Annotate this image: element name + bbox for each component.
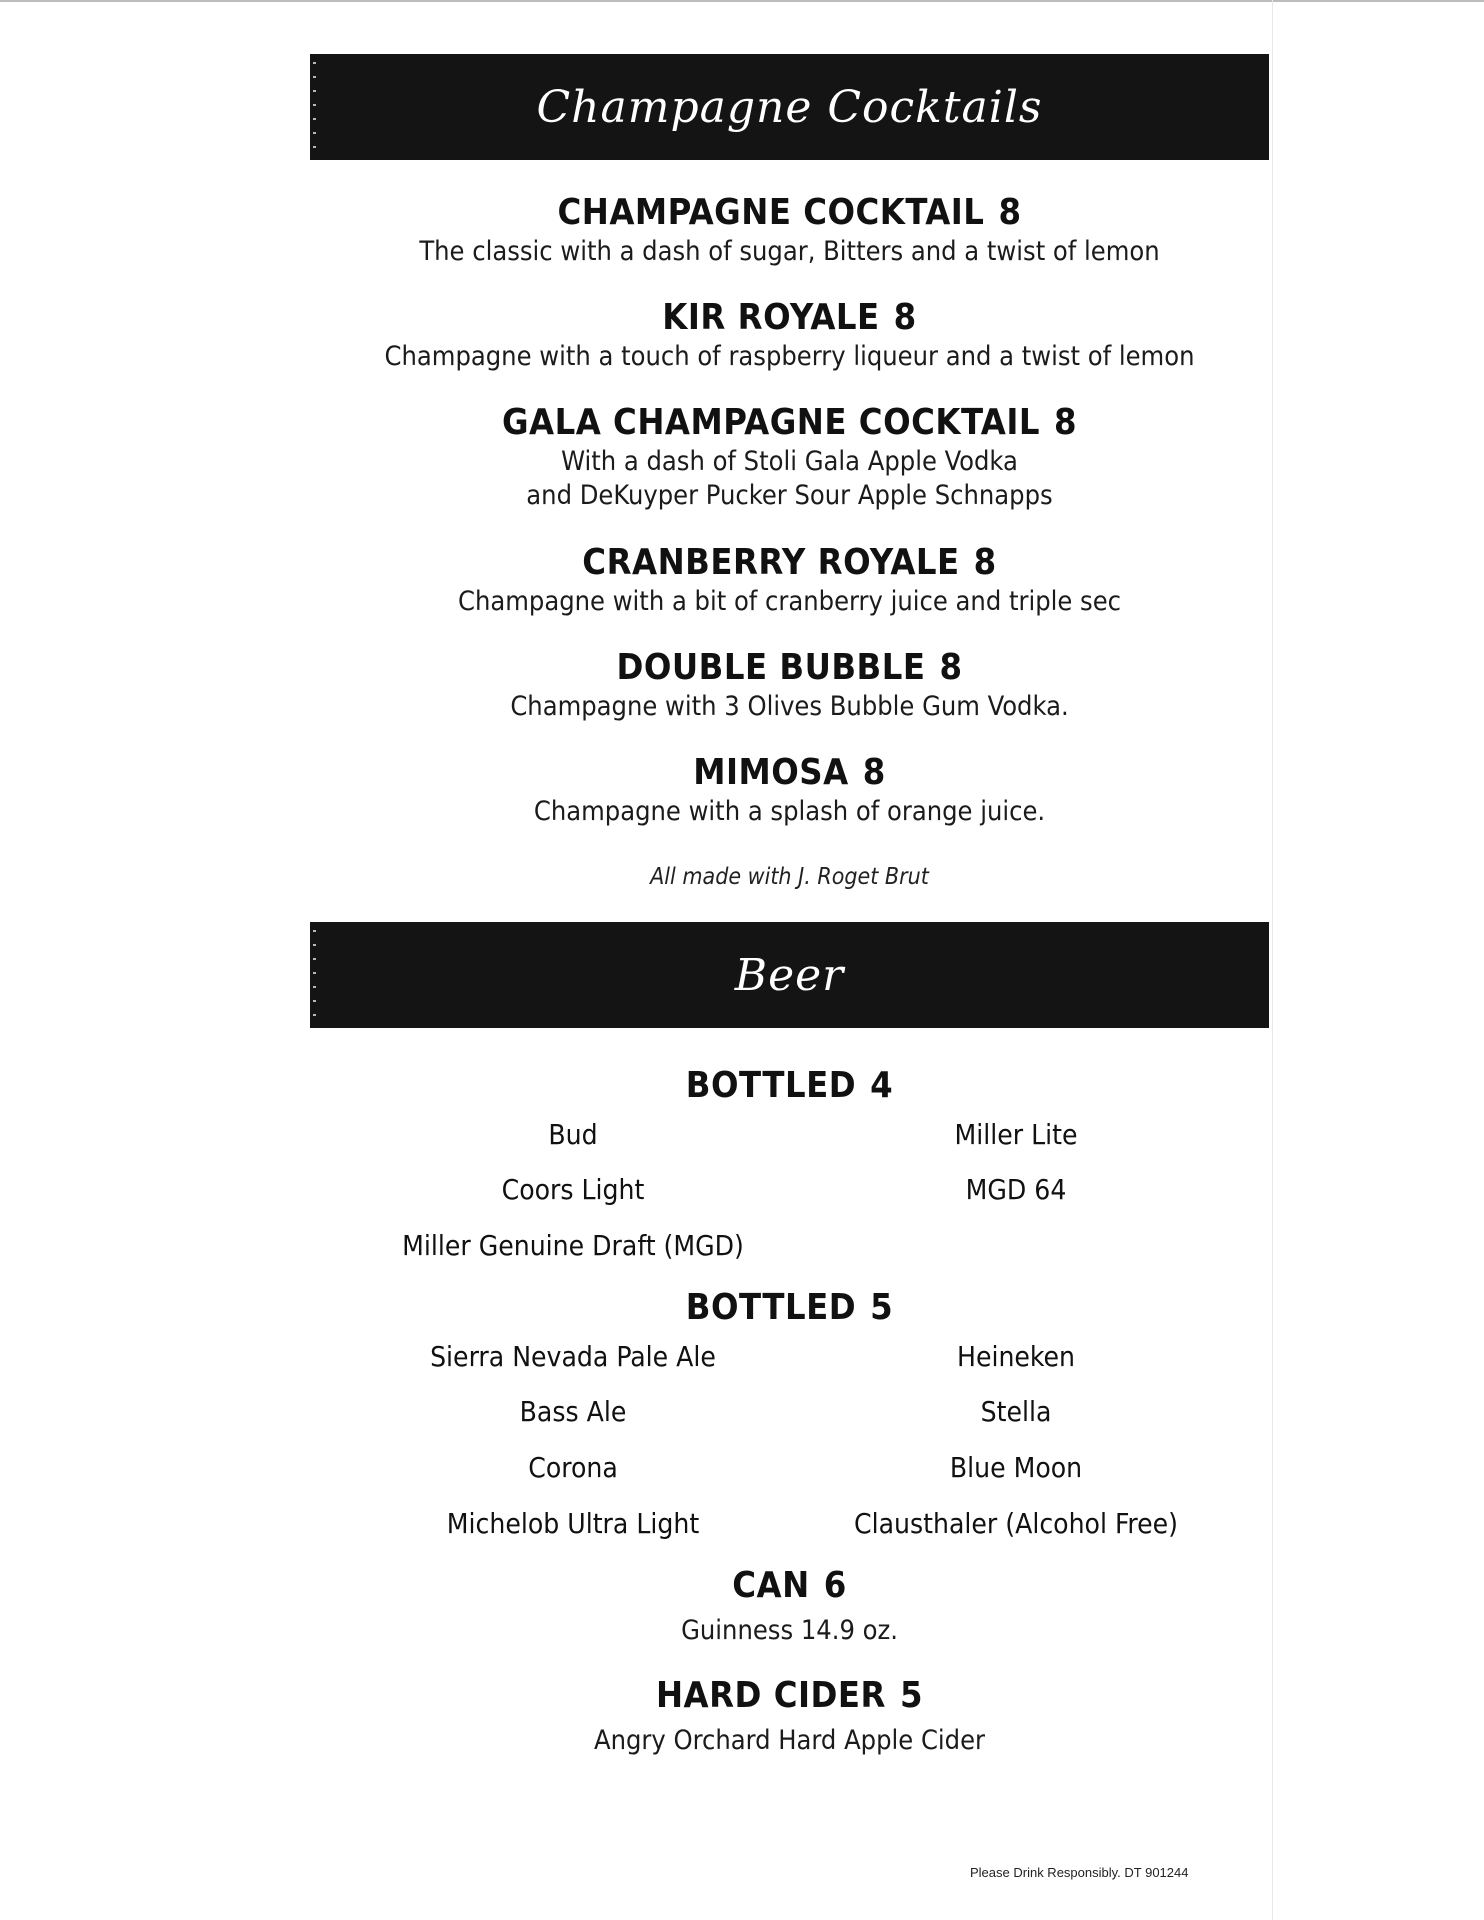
item-name: MIMOSA: [693, 752, 849, 793]
beer-banner: [310, 922, 1269, 1028]
beer-list-item: Stella: [980, 1395, 1052, 1428]
item-price: 8: [862, 752, 886, 793]
banner-edge-marks: [313, 62, 316, 152]
footer-disclaimer: Please Drink Responsibly. DT 901244: [970, 1865, 1189, 1880]
champagne-banner: [310, 54, 1269, 160]
section-title-champagne: Champagne Cocktails: [536, 81, 1043, 133]
group-name: BOTTLED: [685, 1287, 857, 1328]
menu-item-gala-champagne-cocktail: [310, 401, 1269, 513]
item-description-line-2: and DeKuyper Pucker Sour Apple Schnapps: [526, 480, 1053, 511]
beer-list-item: Clausthaler (Alcohol Free): [854, 1507, 1178, 1540]
beer-list-item: Coors Light: [501, 1173, 645, 1206]
item-name: GALA CHAMPAGNE COCKTAIL: [501, 402, 1041, 443]
group-price: 6: [823, 1565, 847, 1606]
beer-list-item: Michelob Ultra Light: [446, 1507, 700, 1540]
champagne-note: All made with J. Roget Brut: [650, 864, 929, 890]
beer-list-item: Miller Lite: [954, 1118, 1078, 1151]
scan-edge: [0, 0, 1484, 2]
menu-item-champagne-cocktail: [310, 191, 1269, 269]
section-title-beer: Beer: [734, 949, 845, 1001]
item-description-line-1: With a dash of Stoli Gala Apple Vodka: [561, 446, 1018, 477]
item-price: 8: [973, 542, 997, 583]
item-price: 8: [939, 647, 963, 688]
item-name: DOUBLE BUBBLE: [616, 647, 926, 688]
beer-list-item: Miller Genuine Draft (MGD): [402, 1229, 744, 1262]
page-edge: [1272, 0, 1273, 1920]
menu-item-double-bubble: [310, 646, 1269, 724]
group-price: 4: [870, 1065, 894, 1106]
beer-list-item: Corona: [528, 1451, 618, 1484]
menu-item-kir-royale: [310, 296, 1269, 374]
menu-item-mimosa: [310, 751, 1269, 829]
beer-group-hard-cider: [310, 1674, 1269, 1758]
item-description: Champagne with 3 Olives Bubble Gum Vodka.: [510, 691, 1069, 722]
item-description: Champagne with a splash of orange juice.: [533, 796, 1046, 827]
beer-list-item: Heineken: [957, 1340, 1075, 1373]
group-name: HARD CIDER: [655, 1675, 886, 1716]
beer-group-can: [310, 1564, 1269, 1648]
beer-list-item: Bud: [548, 1118, 598, 1151]
beer-group-bottled-5: [310, 1286, 1269, 1330]
item-name: CHAMPAGNE COCKTAIL: [557, 192, 985, 233]
item-description: Guinness 14.9 oz.: [681, 1615, 898, 1646]
beer-list-item: Bass Ale: [519, 1395, 627, 1428]
item-description: Angry Orchard Hard Apple Cider: [593, 1725, 986, 1756]
item-description: Champagne with a bit of cranberry juice and triple sec: [457, 586, 1122, 617]
item-price: 8: [893, 297, 917, 338]
group-price: 5: [900, 1675, 924, 1716]
item-description: Champagne with a touch of raspberry liqueur and a twist of lemon: [384, 341, 1195, 372]
menu-item-cranberry-royale: [310, 541, 1269, 619]
group-name: BOTTLED: [685, 1065, 857, 1106]
item-price: 8: [998, 192, 1022, 233]
item-price: 8: [1054, 402, 1078, 443]
item-description: The classic with a dash of sugar, Bitters and a twist of lemon: [419, 236, 1160, 267]
item-name: CRANBERRY ROYALE: [582, 542, 960, 583]
beer-list-item: Blue Moon: [949, 1451, 1083, 1484]
banner-edge-marks: [313, 930, 316, 1020]
group-name: CAN: [732, 1565, 810, 1606]
item-name: KIR ROYALE: [662, 297, 880, 338]
beer-group-bottled-4: [310, 1064, 1269, 1108]
beer-list-item: Sierra Nevada Pale Ale: [430, 1340, 716, 1373]
beer-list-item: MGD 64: [965, 1173, 1067, 1206]
group-price: 5: [870, 1287, 894, 1328]
